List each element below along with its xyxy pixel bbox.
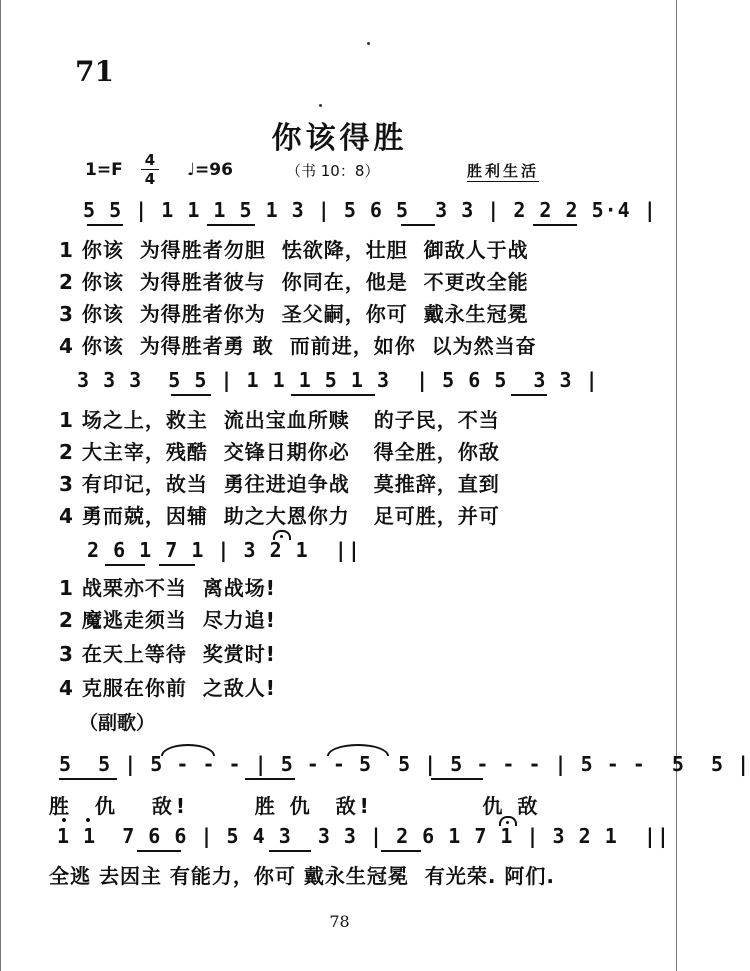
page-number: 78 [329, 912, 350, 931]
beam-mark [291, 394, 375, 396]
hymn-number: 71 [75, 55, 114, 88]
beam-mark [401, 224, 435, 226]
hymn-metadata [1, 152, 678, 188]
lyric-line-1-verse-2: 2 你该 为得胜者彼与 你同在，他是 不更改全能 [59, 270, 529, 294]
beam-mark [159, 564, 195, 566]
lyric-line-3-verse-3: 3 在天上等待 奖赏时! [59, 642, 276, 666]
chorus-lyric-line-1: 胜 仇 敌! 胜 仇 敌! 仇 敌 [49, 794, 542, 818]
chorus-lyric-line-2: 全逃 去因主 有能力，你可 戴永生冠冕 有光荣. 阿们. [49, 864, 555, 888]
tempo-marking: ♩=96 [187, 160, 233, 180]
notation-line-3: 2 6 1 7 1 | 3 2 1 || [87, 538, 361, 562]
key-signature: 1=F [85, 160, 123, 180]
beam-mark [105, 564, 145, 566]
beam-mark [87, 224, 123, 226]
lyric-line-2-verse-2: 2 大主宰，残酷 交锋日期你必 得全胜，你敌 [59, 440, 500, 464]
notation-line-1: 5 5 | 1 1 1 5 1 3 | 5 6 5 3 3 | 2 2 2 5·4 | [83, 198, 657, 222]
high-octave-dot [62, 818, 66, 822]
beam-mark [269, 850, 311, 852]
chorus-label: （副歌） [79, 712, 156, 734]
time-signature-top: 4 [144, 151, 156, 169]
lyric-line-2-verse-1: 1 场之上，救主 流出宝血所赎 的子民，不当 [59, 408, 500, 432]
beam-mark [381, 850, 421, 852]
beam-mark [137, 850, 181, 852]
beam-mark [431, 778, 483, 780]
beam-mark [245, 778, 295, 780]
hymn-source: 胜利生活 [467, 162, 540, 180]
lyric-line-2-verse-3: 3 有印记，故当 勇往进迫争战 莫推辞，直到 [59, 472, 500, 496]
scan-speck [367, 42, 370, 45]
lyric-line-3-verse-2: 2 魔逃走须当 尽力追! [59, 608, 276, 632]
beam-mark [207, 224, 255, 226]
lyric-line-3-verse-1: 1 战栗亦不当 离战场! [59, 576, 276, 600]
beam-mark [59, 778, 117, 780]
hymn-title: 你该得胜 [271, 121, 408, 156]
time-signature [141, 152, 159, 187]
lyric-line-1-verse-3: 3 你该 为得胜者你为 圣父嗣，你可 戴永生冠冕 [59, 302, 529, 326]
lyric-line-1-verse-1: 1 你该 为得胜者勿胆 怯欲降，壮胆 御敌人于战 [59, 238, 529, 262]
high-octave-dot [86, 818, 90, 822]
lyric-line-1-verse-4: 4 你该 为得胜者勇 敢 而前进，如你 以为然当奋 [59, 334, 537, 358]
time-signature-bottom: 4 [144, 170, 156, 188]
scan-speck [319, 104, 322, 107]
chorus-notation-line-1: 5 5 | 5 - - - | 5 - - 5 5 | 5 - - - | 5 - - 5 5 | [59, 752, 750, 776]
fermata-mark [273, 530, 291, 540]
beam-mark [511, 394, 547, 396]
scripture-reference: （书 10：8） [286, 162, 380, 180]
chorus-notation-line-2: 1 1 7 6 6 | 5 4 3 3 3 | 2 6 1 7 1 | 3 2 1 || [57, 824, 670, 848]
lyric-line-3-verse-4: 4 克服在你前 之敌人! [59, 676, 276, 700]
beam-mark [533, 224, 577, 226]
beam-mark [171, 394, 211, 396]
lyric-line-2-verse-4: 4 勇而兢，因辅 助之大恩你力 足可胜，并可 [59, 504, 500, 528]
notation-line-2: 3 3 3 5 5 | 1 1 1 5 1 3 | 5 6 5 3 3 | [77, 368, 599, 392]
